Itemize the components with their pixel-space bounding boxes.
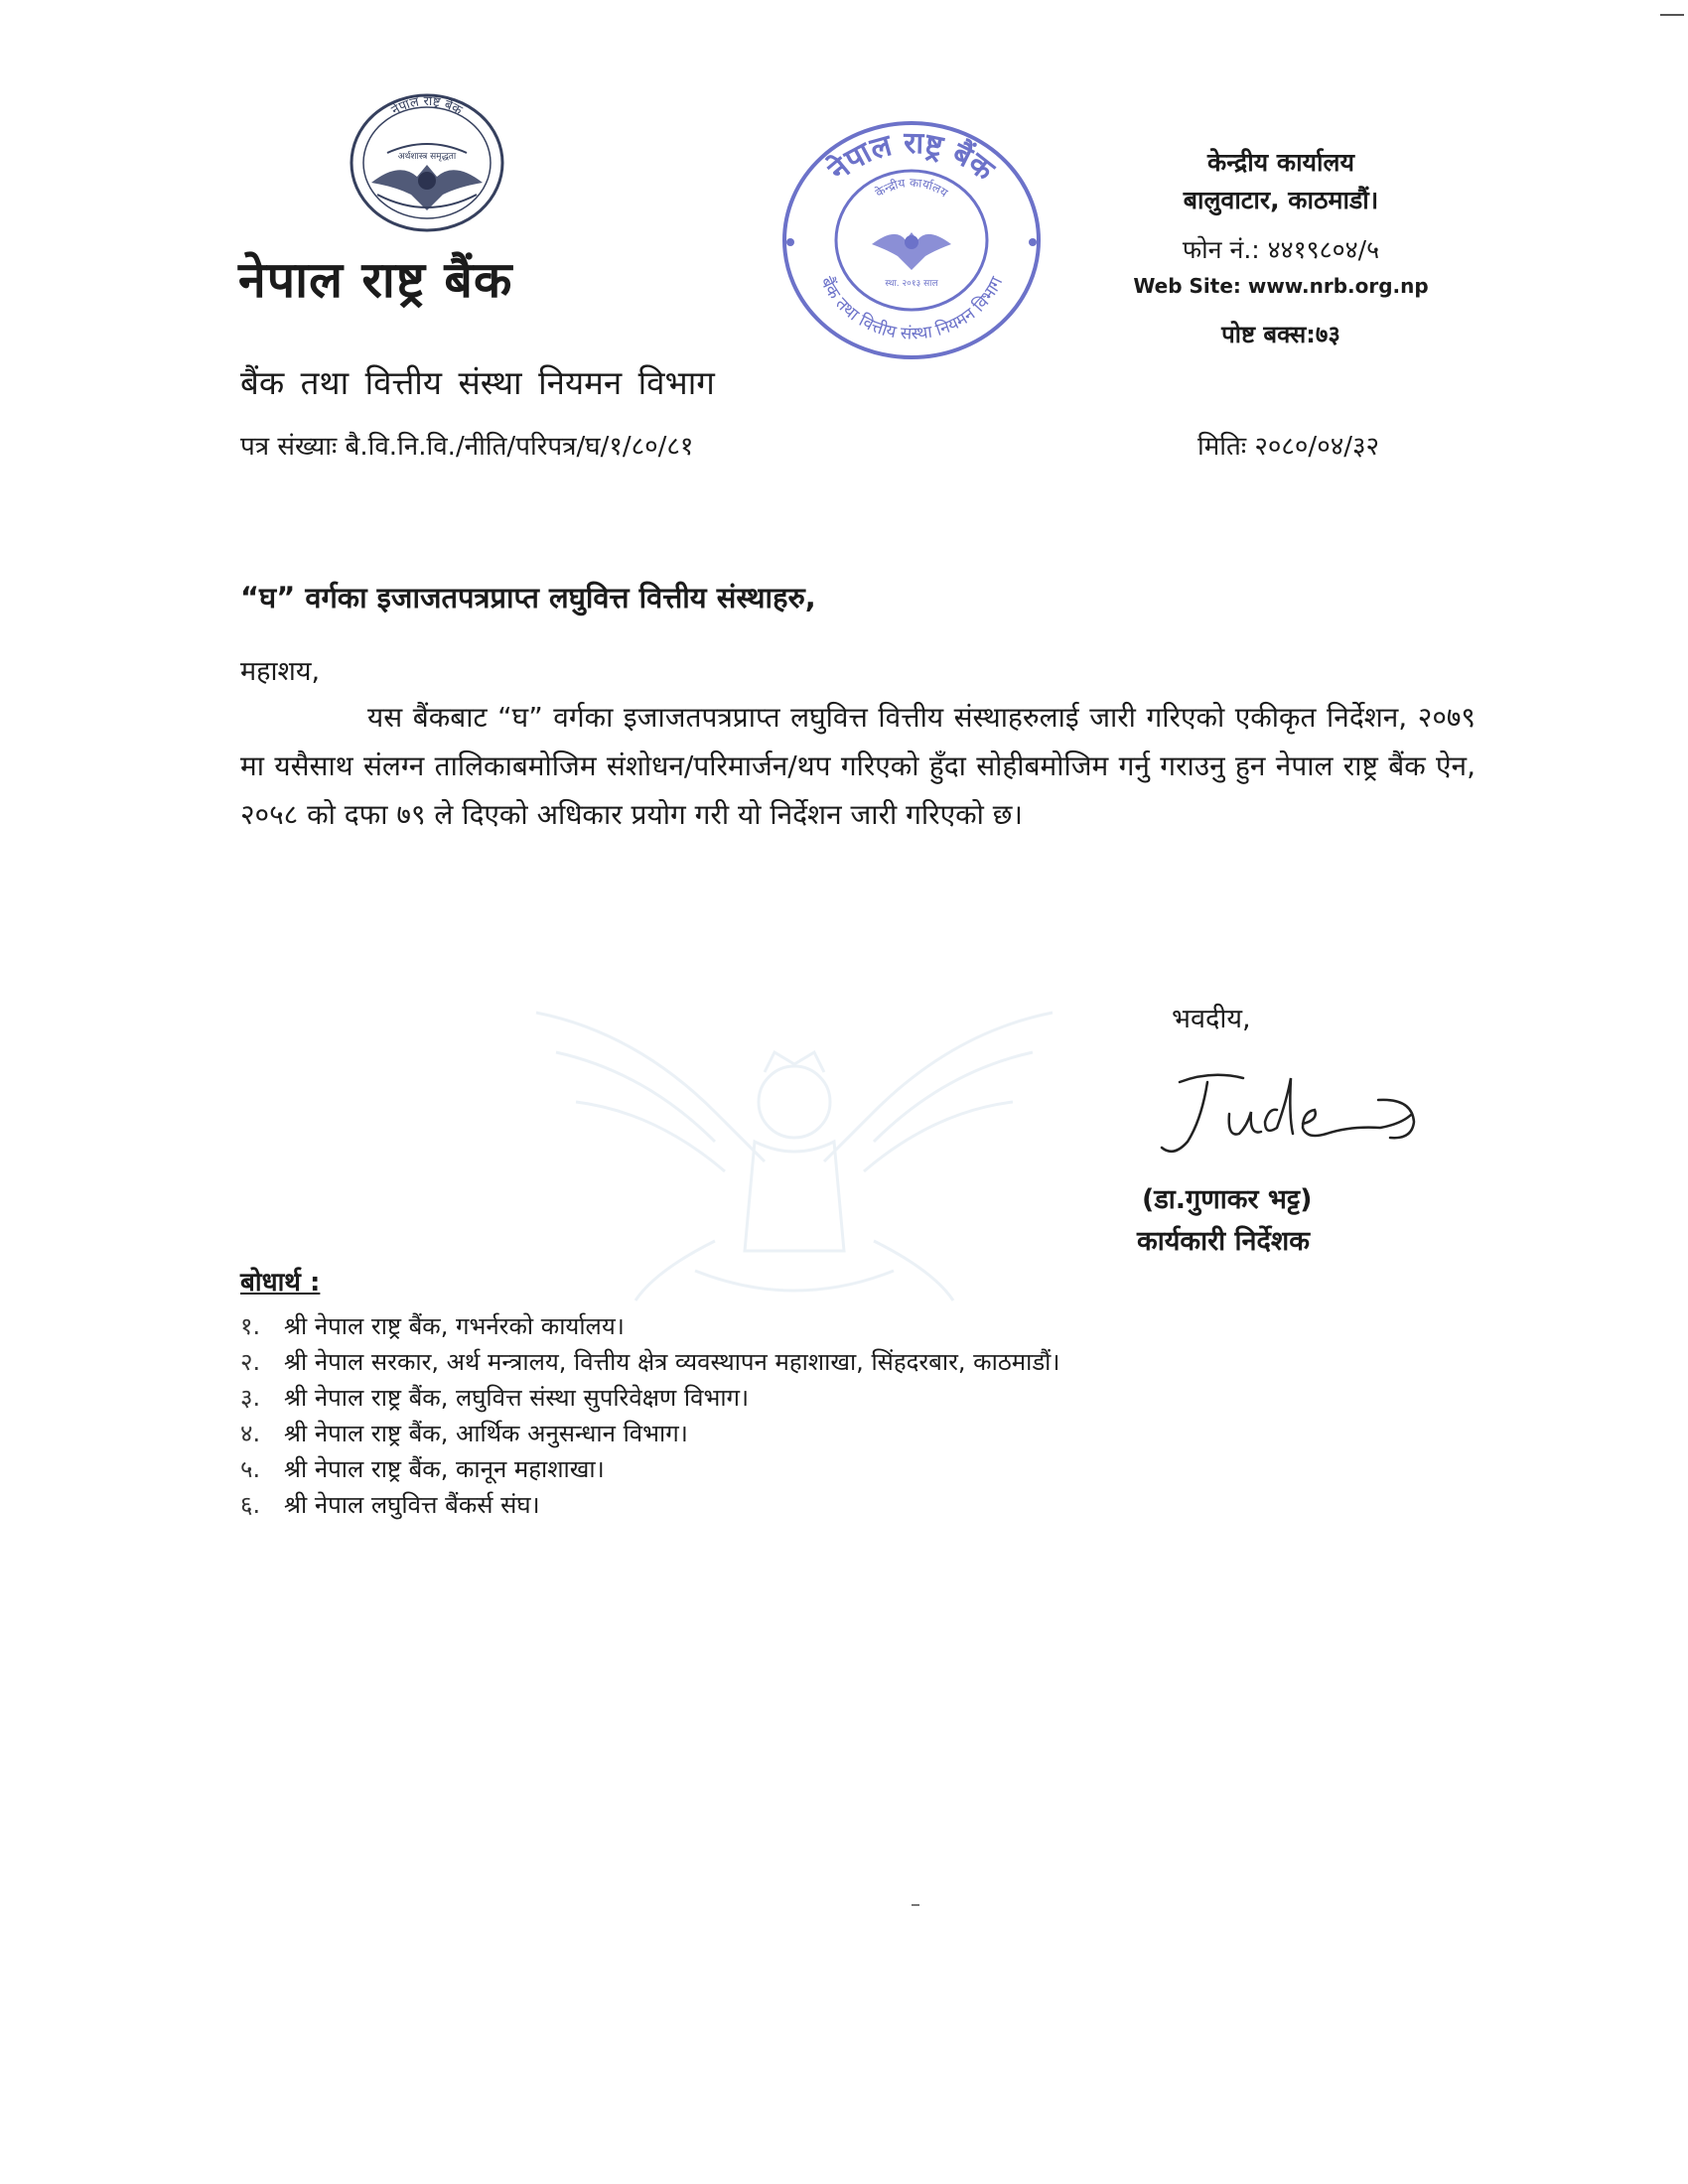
letter-number: पत्र संख्याः बै.वि.नि.वि./नीति/परिपत्र/घ/१/८०/८१ xyxy=(240,432,694,462)
office-location: बालुवाटार, काठमाडौं। xyxy=(1183,186,1379,214)
letter-date: मितिः २०८०/०४/३२ xyxy=(1197,432,1380,462)
logo-motto: अर्थशास्त्र समृद्धता xyxy=(397,152,457,162)
signer-title: कार्यकारी निर्देशक xyxy=(1137,1226,1310,1257)
list-item-number: ५. xyxy=(240,1455,261,1483)
scan-dot-mark xyxy=(912,1904,919,1906)
list-item xyxy=(240,1308,1060,1344)
bank-name-heading: नेपाल राष्ट्र बैंक xyxy=(238,251,513,309)
list-item-number: ६. xyxy=(240,1491,261,1519)
list-item-number: २. xyxy=(240,1348,261,1376)
office-seal-stamp xyxy=(776,117,1047,363)
list-item xyxy=(240,1380,1060,1416)
list-item-number: ३. xyxy=(240,1384,261,1412)
list-item-text: श्री नेपाल सरकार, अर्थ मन्त्रालय, वित्तीय क्षेत्र व्यवस्थापन महाशाखा, सिंहदरबार, काठमाडौं। xyxy=(284,1348,1060,1376)
list-item xyxy=(240,1344,1060,1380)
signer-name: (डा.गुणाकर भट्ट) xyxy=(1142,1184,1313,1215)
list-item-text: श्री नेपाल राष्ट्र बैंक, गभर्नरको कार्यालय। xyxy=(284,1312,625,1340)
list-item-number: १. xyxy=(240,1312,261,1340)
bank-logo-icon xyxy=(348,91,506,232)
list-item-text: श्री नेपाल लघुवित्त बैंकर्स संघ। xyxy=(284,1491,540,1519)
garuda-watermark-icon xyxy=(516,993,1072,1310)
letter-salutation: महाशय, xyxy=(240,656,321,687)
letter-body: यस बैंकबाट “घ” वर्गका इजाजतपत्रप्राप्त लघुवित्त वित्तीय संस्थाहरुलाई जारी गरिएको एकीकृत निर्देशन, २०७९ मा यसैसाथ संलग्न तालिकाबमोजिम संशोधन/परिमार्जन/थप गरिएको हुँदा सोहीबमोजिम गर्नु गराउनु हुन नेपाल राष्ट्र बैंक ऐन, २०५८ को दफा ७९ ले दिएको अधिकार प्रयोग गरी यो निर्देशन जारी गरिएको छ। xyxy=(240,701,1476,831)
handwritten-signature xyxy=(1152,1060,1440,1169)
list-item-number: ४. xyxy=(240,1420,261,1447)
list-item-text: श्री नेपाल राष्ट्र बैंक, कानून महाशाखा। xyxy=(284,1455,605,1483)
stamp-outer-text: नेपाल राष्ट्र बैंक xyxy=(821,125,1001,189)
stamp-bottom-text: बैंक तथा वित्तीय संस्था नियमन विभाग xyxy=(815,273,1008,344)
cc-heading: बोधार्थ : xyxy=(240,1268,321,1297)
logo-arc-text: नेपाल राष्ट्र बैंक xyxy=(388,93,465,119)
scan-corner-mark xyxy=(1660,14,1684,16)
letter-addressee: “घ” वर्गका इजाजतपत्रप्राप्त लघुवित्त वित्तीय संस्थाहरु, xyxy=(240,581,816,614)
office-name: केन्द्रीय कार्यालय xyxy=(1207,148,1354,177)
list-item xyxy=(240,1451,1060,1487)
list-item-text: श्री नेपाल राष्ट्र बैंक, लघुवित्त संस्था सुपरिवेक्षण विभाग। xyxy=(284,1384,750,1412)
svg-text:केन्द्रीय कार्यालय xyxy=(873,176,951,201)
stamp-small-text: स्था. २०१३ साल xyxy=(885,279,938,289)
list-item xyxy=(240,1487,1060,1523)
cc-list xyxy=(240,1308,1060,1523)
stamp-inner-text: केन्द्रीय कार्यालय xyxy=(873,175,951,201)
department-name: बैंक तथा वित्तीय संस्था नियमन विभाग xyxy=(240,363,715,402)
phone-number: फोन नं.: ४४१९८०४/५ xyxy=(1182,235,1380,264)
letter-closing: भवदीय, xyxy=(1172,1004,1251,1034)
website: Web Site: www.nrb.org.np xyxy=(1133,274,1429,298)
list-item-text: श्री नेपाल राष्ट्र बैंक, आर्थिक अनुसन्धान विभाग। xyxy=(284,1420,688,1447)
po-box: पोष्ट बक्स:७३ xyxy=(1221,321,1340,348)
list-item xyxy=(240,1416,1060,1451)
